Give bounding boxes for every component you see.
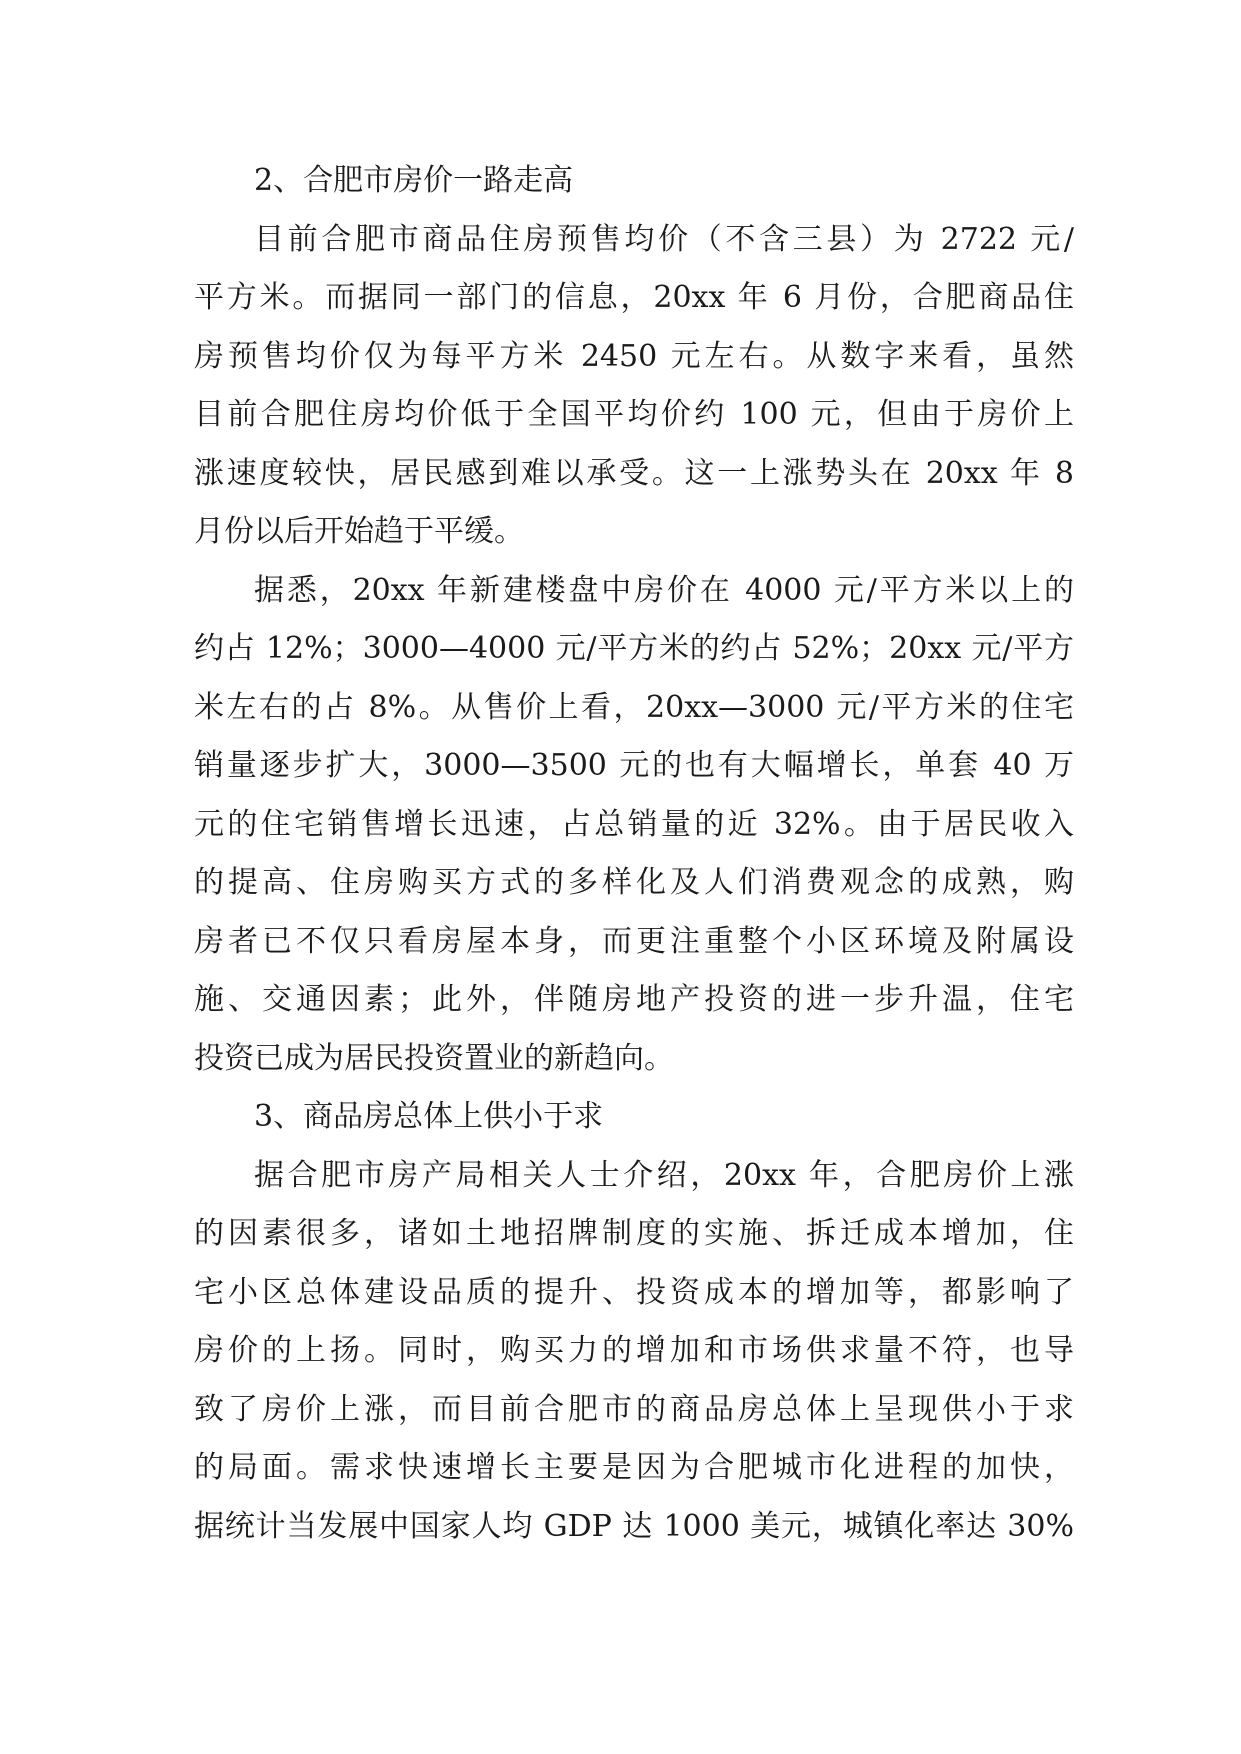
- paragraph-line: 销量逐步扩大，3000—3500 元的也有大幅增长，单套 40 万: [194, 748, 1074, 783]
- paragraph-line: 涨速度较快，居民感到难以承受。这一上涨势头在 20xx 年 8: [194, 455, 1074, 491]
- paragraph-line: 施、交通因素；此外，伴随房地产投资的进一步升温，住宅: [194, 982, 1074, 1017]
- paragraph-line: 宅小区总体建设品质的提升、投资成本的增加等，都影响了: [194, 1274, 1074, 1310]
- paragraph-supply-demand: [194, 1147, 1074, 1557]
- paragraph-line: 目前合肥住房均价低于全国平均价约 100 元，但由于房价上: [194, 397, 1074, 432]
- paragraph-line: 据合肥市房产局相关人士介绍，20xx 年，合肥房价上涨: [254, 1157, 1074, 1193]
- paragraph-line: 的因素很多，诸如土地招牌制度的实施、拆迁成本增加，住: [194, 1216, 1074, 1251]
- paragraph-price-average: [194, 211, 1074, 562]
- paragraph-price-distribution: [194, 562, 1074, 1089]
- paragraph-line: 据悉，20xx 年新建楼盘中房价在 4000 元/平方米以上的: [254, 572, 1074, 608]
- paragraph-line: 元的住宅销售增长迅速，占总销量的近 32%。由于居民收入: [194, 806, 1074, 842]
- paragraph-line: 据统计当发展中国家人均 GDP 达 1000 美元，城镇化率达 30%: [194, 1508, 1074, 1544]
- document-body: [194, 152, 1074, 1556]
- paragraph-line: 投资已成为居民投资置业的新趋向。: [194, 1040, 674, 1076]
- paragraph-line: 的提高、住房购买方式的多样化及人们消费观念的成熟，购: [194, 865, 1074, 900]
- paragraph-line: 约占 12%；3000—4000 元/平方米的约占 52%；20xx 元/平方: [194, 631, 1074, 666]
- paragraph-line: 房者已不仅只看房屋本身，而更注重整个小区环境及附属设: [194, 923, 1074, 959]
- paragraph-line: 月份以后开始趋于平缓。: [194, 514, 524, 549]
- paragraph-line: 致了房价上涨，而目前合肥市的商品房总体上呈现供小于求: [194, 1391, 1074, 1427]
- paragraph-line: 米左右的占 8%。从售价上看，20xx—3000 元/平方米的住宅: [194, 689, 1074, 725]
- section-heading-3: 3、商品房总体上供小于求: [254, 1099, 604, 1134]
- paragraph-line: 的局面。需求快速增长主要是因为合肥城市化进程的加快，: [194, 1450, 1074, 1485]
- paragraph-line: 房预售均价仅为每平方米 2450 元左右。从数字来看，虽然: [194, 338, 1074, 374]
- paragraph-line: 房价的上扬。同时，购买力的增加和市场供求量不符，也导: [194, 1333, 1074, 1368]
- paragraph-line: 目前合肥市商品住房预售均价（不含三县）为 2722 元/: [254, 221, 1074, 257]
- paragraph-line: 平方米。而据同一部门的信息，20xx 年 6 月份，合肥商品住: [194, 280, 1074, 315]
- section-heading-2: 2、合肥市房价一路走高: [254, 163, 574, 198]
